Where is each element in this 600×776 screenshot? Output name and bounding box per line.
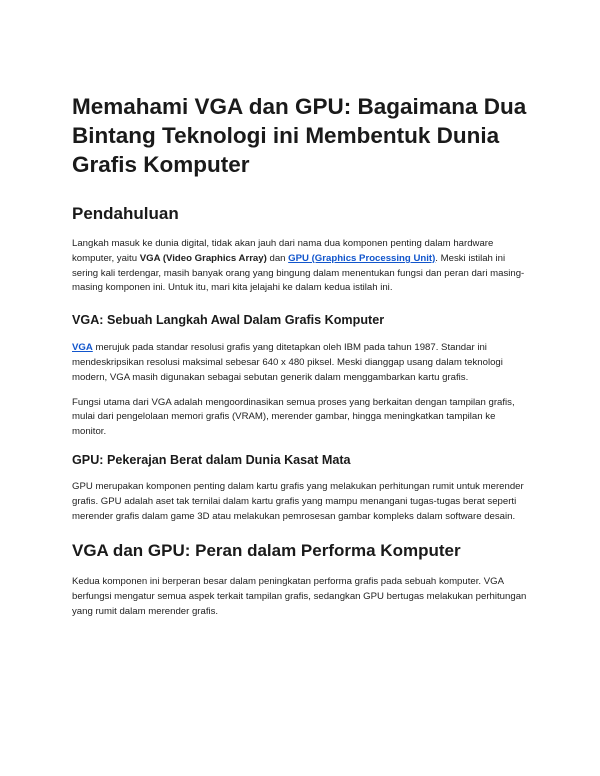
text-run: . Meski istilah ini sering kali terdengar, masih banyak orang yang bingung dalam menentukan fungsi dan peran dari masing-masing komponen ini. Untuk itu, mari kita jelajahi ke dalam kedua istilah ini. [72,252,525,294]
section-heading-performa: VGA dan GPU: Peran dalam Performa Komputer [72,541,461,561]
bold-text: VGA (Video Graphics Array) [139,252,267,264]
section-heading-pendahuluan: Pendahuluan [72,204,179,223]
gpu-link[interactable]: GPU (Graphics Processing Unit) [288,252,436,264]
paragraph-vga-1 [72,341,530,385]
paragraph-intro [72,237,530,296]
text-run: merujuk pada standar resolusi grafis yang ditetapkan oleh IBM pada tahun 1987. Standar ini mendeskripsikan resolusi maksimal sebesar 640 x 480 piksel. Meski dianggap usang dalam teknologi modern, VGA masih digunakan sebagai sebutan generik dalam menggambarkan kartu grafis. [72,342,503,383]
section-heading-gpu: GPU: Pekerajan Berat dalam Dunia Kasat Mata [72,452,351,467]
text-run: dan [266,252,289,264]
page-title: Memahami VGA dan GPU: Bagaimana Dua Bintang Teknologi ini Membentuk Dunia Grafis Komputer [72,94,527,177]
paragraph-performa: Kedua komponen ini berperan besar dalam peningkatan performa grafis pada sebuah komputer. VGA berfungsi mengatur semua aspek terkait tampilan grafis, sedangkan GPU bertugas melakukan perhitungan yang rumit dalam merender grafis. [72,576,527,617]
paragraph-vga-2: Fungsi utama dari VGA adalah mengoordinasikan semua proses yang berkaitan dengan tampilan grafis, mulai dari pengelolaan memori grafis (VRAM), merender gambar, hingga meningkatkan tampilan ke monitor. [72,396,515,438]
section-heading-vga: VGA: Sebuah Langkah Awal Dalam Grafis Komputer [72,313,385,328]
text-run: Langkah masuk ke dunia digital, tidak akan jauh dari nama dua komponen penting dalam hardware komputer, yaitu [72,238,494,264]
vga-link[interactable]: VGA [72,342,93,354]
paragraph-gpu: GPU merupakan komponen penting dalam kartu grafis yang melakukan perhitungan rumit untuk merender grafis. GPU adalah aset tak ternilai dalam kartu grafis yang mampu menangani tugas-tugas berat seperti merender grafis dalam game 3D atau melakukan pemrosesan gambar kompleks dalam software desain. [72,480,524,522]
